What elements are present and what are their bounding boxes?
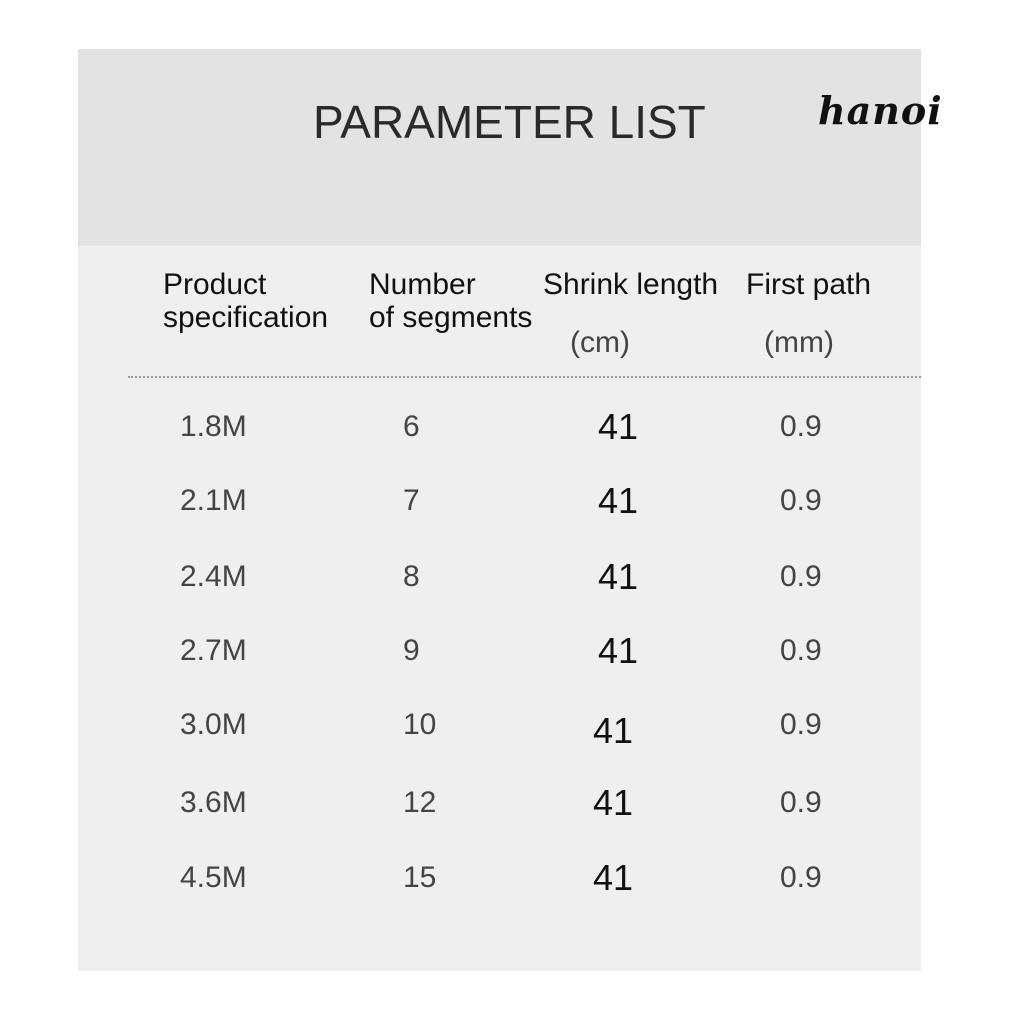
header-spec-line2: specification: [163, 301, 329, 334]
header-path-unit: (mm): [764, 326, 834, 359]
cell-shrink: 41: [598, 630, 639, 671]
cell-path: 0.9: [780, 634, 822, 667]
cell-spec: 2.7M: [180, 634, 247, 667]
cell-spec: 3.0M: [180, 708, 247, 741]
cell-segments: 9: [403, 634, 420, 667]
table-row: [0, 556, 1024, 600]
title-band: [78, 49, 921, 246]
page-title: PARAMETER LIST: [313, 96, 706, 148]
cell-spec: 3.6M: [180, 786, 247, 819]
table-row: [0, 630, 1024, 674]
table-row: [0, 857, 1024, 901]
table-row: [0, 708, 1024, 751]
header-shrink-unit: (cm): [570, 326, 630, 359]
cell-spec: 4.5M: [180, 861, 247, 894]
cell-path: 0.9: [780, 708, 822, 741]
cell-shrink: 41: [593, 857, 634, 898]
table-row: [0, 406, 1024, 450]
cell-segments: 6: [403, 410, 420, 443]
header-shrink-length: Shrink length: [543, 268, 719, 301]
cell-spec: 2.4M: [180, 560, 247, 593]
cell-segments: 10: [403, 708, 437, 741]
brand-logo: hanoi: [818, 88, 943, 133]
cell-path: 0.9: [780, 410, 822, 443]
cell-path: 0.9: [780, 786, 822, 819]
cell-segments: 12: [403, 786, 437, 819]
cell-shrink: 41: [593, 710, 634, 751]
cell-shrink: 41: [598, 480, 639, 521]
cell-segments: 15: [403, 861, 437, 894]
cell-shrink: 41: [598, 406, 639, 447]
cell-spec: 2.1M: [180, 484, 247, 517]
header-segments-line1: Number: [369, 268, 476, 301]
header-spec-line1: Product: [163, 268, 267, 301]
header-segments-line2: of segments: [369, 301, 533, 334]
cell-shrink: 41: [598, 556, 639, 597]
table-row: [0, 782, 1024, 826]
cell-segments: 7: [403, 484, 420, 517]
cell-path: 0.9: [780, 484, 822, 517]
header-first-path: First path: [746, 268, 872, 301]
cell-shrink: 41: [593, 782, 634, 823]
header-divider: [128, 376, 921, 378]
cell-spec: 1.8M: [180, 410, 247, 443]
cell-path: 0.9: [780, 560, 822, 593]
cell-segments: 8: [403, 560, 420, 593]
cell-path: 0.9: [780, 861, 822, 894]
table-row: [0, 480, 1024, 524]
